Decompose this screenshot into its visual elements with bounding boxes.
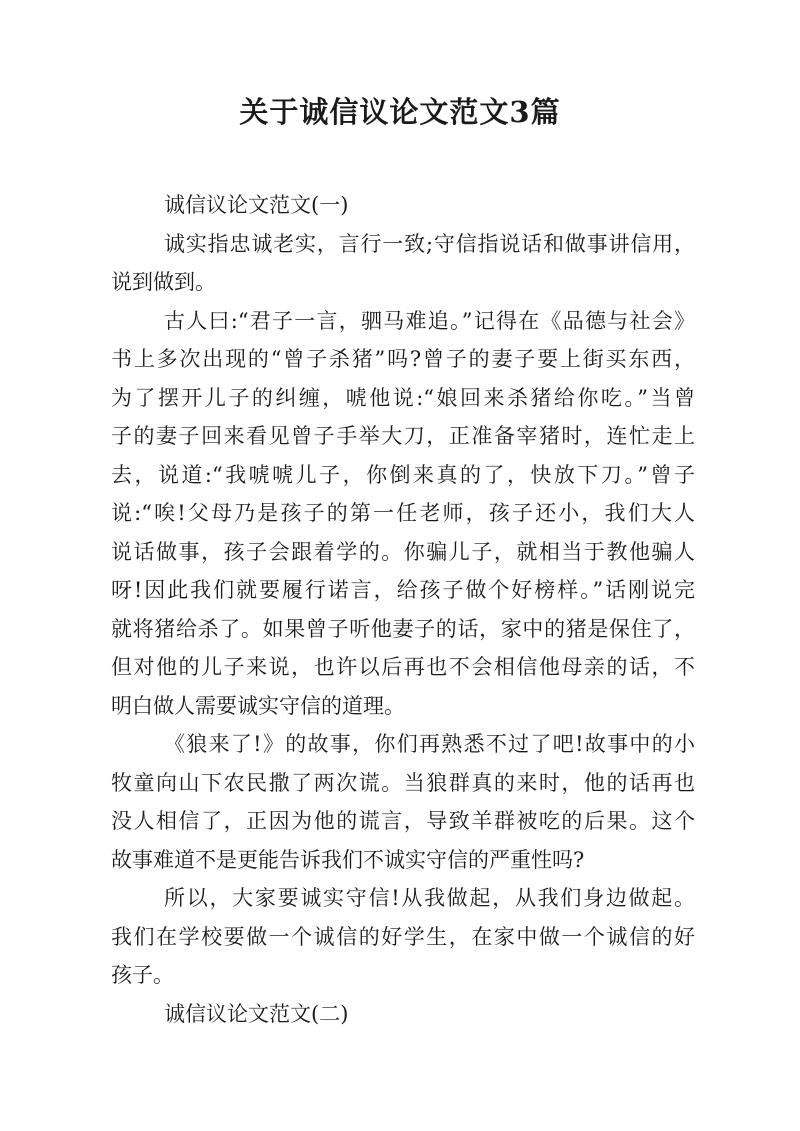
text-line: 去，说道:“我唬唬儿子，你倒来真的了，快放下刀。”曾子 [111, 462, 695, 487]
text-line: 呀!因此我们就要履行诺言，给孩子做个好榜样。”话刚说完 [111, 578, 695, 602]
text-line: 孩子。 [111, 963, 174, 987]
document-title: 关于诚信议论文范文3篇 [239, 95, 561, 129]
text-line: 子的妻子回来看见曾子手举大刀，正准备宰猪时，连忙走上 [111, 424, 695, 448]
text-line: 说:“唉!父母乃是孩子的第一任老师，孩子还小，我们大人 [111, 501, 695, 525]
text-line: 古人曰:“君子一言，驷马难追。”记得在《品德与社会》 [164, 308, 695, 333]
text-line: 没人相信了，正因为他的谎言，导致羊群被吃的后果。这个 [111, 809, 695, 833]
text-line: 诚实指忠诚老实，言行一致;守信指说话和做事讲信用， [164, 231, 695, 256]
text-line: 说话做事，孩子会跟着学的。你骗儿子，就相当于教他骗人 [111, 539, 695, 564]
text-line: 明白做人需要诚实守信的道理。 [111, 693, 405, 718]
text-line: 书上多次出现的“曾子杀猪”吗?曾子的妻子要上街买东西， [111, 347, 695, 371]
text-line: 《狼来了!》的故事，你们再熟悉不过了吧!故事中的小 [164, 732, 695, 756]
text-line: 我们在学校要做一个诚信的好学生，在家中做一个诚信的好 [111, 924, 695, 949]
text-line: 为了摆开儿子的纠缠，唬他说:“娘回来杀猪给你吃。”当曾 [111, 385, 695, 410]
text-line: 说到做到。 [111, 270, 216, 294]
text-line: 故事难道不是更能告诉我们不诚实守信的严重性吗? [111, 847, 585, 872]
document-body [111, 186, 695, 1033]
text-line: 就将猪给杀了。如果曾子听他妻子的话，家中的猪是保住了， [111, 616, 695, 641]
text-line: 但对他的儿子来说，也许以后再也不会相信他母亲的话，不 [111, 655, 695, 679]
text-line: 所以，大家要诚实守信!从我做起，从我们身边做起。 [164, 886, 695, 910]
text-line: 诚信议论文范文(一) [164, 193, 349, 217]
text-line: 牧童向山下农民撒了两次谎。当狼群真的来时，他的话再也 [111, 770, 695, 795]
text-line: 诚信议论文范文(二) [164, 1001, 349, 1026]
